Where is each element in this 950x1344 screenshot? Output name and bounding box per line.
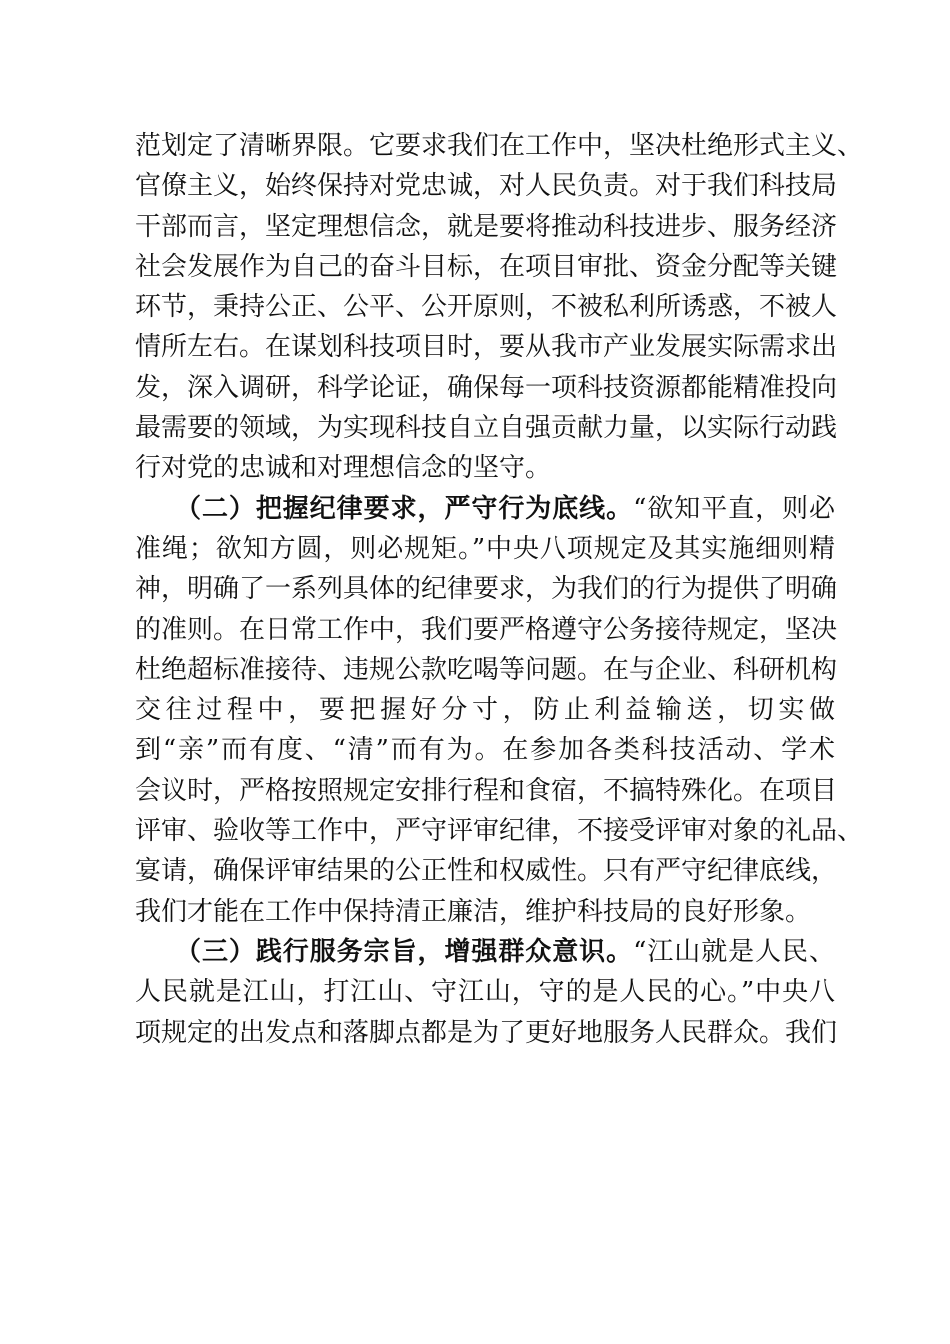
paragraph-2-line-2: 准绳；欲知方圆，则必规矩。”中央八项规定及其实施细则精 <box>135 533 835 564</box>
paragraph-1-line-8: 最需要的领域，为实现科技自立自强贡献力量，以实际行动践 <box>135 413 838 444</box>
paragraph-2-first-line-text: “欲知平直，则必 <box>633 493 835 524</box>
section-heading-3: （三）践行服务宗旨，增强群众意识。 <box>175 936 634 967</box>
paragraph-2-line-6: 交往过程中，要把握好分寸，防止利益输送，切实做 <box>135 695 835 726</box>
paragraph-3-line-2: 人民就是江山，打江山、守江山，守的是人民的心。”中央八 <box>135 977 835 1008</box>
paragraph-2-line-5: 杜绝超标准接待、违规公款吃喝等问题。在与企业、科研机构 <box>135 654 838 685</box>
paragraph-1-line-1: 范划定了清晰界限。它要求我们在工作中，坚决杜绝形式主义、 <box>135 131 864 161</box>
paragraph-3-first-line <box>135 932 835 972</box>
paragraph-3-first-line-text: “江山就是人民、 <box>633 936 835 967</box>
paragraph-1-line-5: 环节，秉持公正、公平、公开原则，不被私利所诱惑，不被人 <box>135 292 838 323</box>
paragraph-1-line-2: 官僚主义，始终保持对党忠诚，对人民负责。对于我们科技局 <box>135 171 838 202</box>
document-body <box>135 126 864 1053</box>
paragraph-2-first-line <box>135 489 835 529</box>
paragraph-1-line-6: 情所左右。在谋划科技项目时，要从我市产业发展实际需求出 <box>135 332 838 363</box>
paragraph-2-line-4: 的准则。在日常工作中，我们要严格遵守公务接待规定，坚决 <box>135 614 838 645</box>
section-heading-2: （二）把握纪律要求，严守行为底线。 <box>175 493 634 524</box>
paragraph-2-line-3: 神，明确了一系列具体的纪律要求，为我们的行为提供了明确 <box>135 574 838 605</box>
paragraph-2-line-11: 我们才能在工作中保持清正廉洁，维护科技局的良好形象。 <box>135 896 812 927</box>
paragraph-1-line-7: 发，深入调研，科学论证，确保每一项科技资源都能精准投向 <box>135 372 838 403</box>
paragraph-3-line-3: 项规定的出发点和落脚点都是为了更好地服务人民群众。我们 <box>135 1017 838 1048</box>
paragraph-1-line-3: 干部而言，坚定理想信念，就是要将推动科技进步、服务经济 <box>135 211 838 242</box>
paragraph-2-line-10: 宴请，确保评审结果的公正性和权威性。只有严守纪律底线， <box>135 856 838 887</box>
paragraph-2-line-9: 评审、验收等工作中，严守评审纪律，不接受评审对象的礼品、 <box>135 816 864 847</box>
paragraph-2-line-8: 会议时，严格按照规定安排行程和食宿，不搞特殊化。在项目 <box>135 775 838 806</box>
paragraph-1-line-4: 社会发展作为自己的奋斗目标，在项目审批、资金分配等关键 <box>135 251 838 282</box>
paragraph-1-line-9: 行对党的忠诚和对理想信念的坚守。 <box>135 453 552 484</box>
paragraph-2-line-7: 到“亲”而有度、“清”而有为。在参加各类科技活动、学术 <box>135 735 835 766</box>
